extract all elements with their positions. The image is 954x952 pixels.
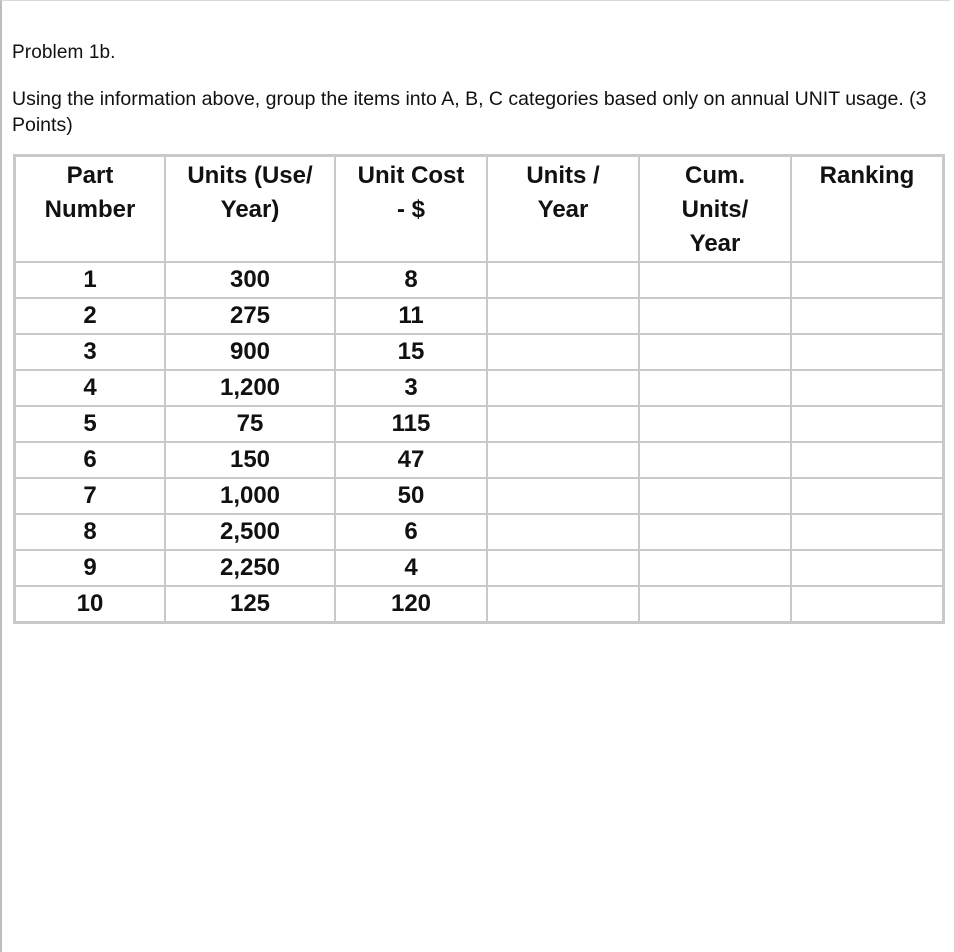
table-body (16, 263, 942, 621)
cum-units-year-cell[interactable] (640, 515, 790, 549)
unit-cost-cell: 50 (336, 479, 486, 513)
header-text: Part (66, 162, 114, 189)
units-per-year-cell[interactable] (488, 443, 638, 477)
units-use-year-cell: 900 (166, 335, 334, 369)
abc-table (13, 154, 945, 624)
header-text: Year (689, 230, 741, 257)
header-text: Year) (220, 196, 280, 223)
ranking-cell[interactable] (792, 371, 942, 405)
units-use-year-cell: 125 (166, 587, 334, 621)
part-number-cell: 2 (16, 299, 164, 333)
header-cum-units-year (640, 157, 790, 261)
units-use-year-cell: 75 (166, 407, 334, 441)
part-number-cell: 8 (16, 515, 164, 549)
cum-units-year-cell[interactable] (640, 407, 790, 441)
header-ranking (792, 157, 942, 261)
unit-cost-cell: 6 (336, 515, 486, 549)
units-use-year-cell: 1,200 (166, 371, 334, 405)
ranking-cell[interactable] (792, 587, 942, 621)
header-text: Units / (526, 162, 600, 189)
unit-cost-cell: 47 (336, 443, 486, 477)
part-number-cell: 4 (16, 371, 164, 405)
cum-units-year-cell[interactable] (640, 551, 790, 585)
header-unit-cost (336, 157, 486, 261)
unit-cost-cell: 120 (336, 587, 486, 621)
header-units-use-year (166, 157, 334, 261)
unit-cost-cell: 11 (336, 299, 486, 333)
ranking-cell[interactable] (792, 299, 942, 333)
unit-cost-cell: 115 (336, 407, 486, 441)
part-number-cell: 5 (16, 407, 164, 441)
header-text: Unit Cost (357, 162, 465, 189)
cum-units-year-cell[interactable] (640, 479, 790, 513)
units-use-year-cell: 2,500 (166, 515, 334, 549)
units-per-year-cell[interactable] (488, 371, 638, 405)
table-row (16, 443, 942, 477)
ranking-cell[interactable] (792, 479, 942, 513)
table-row (16, 335, 942, 369)
units-per-year-cell[interactable] (488, 299, 638, 333)
cum-units-year-cell[interactable] (640, 443, 790, 477)
header-text: Number (44, 196, 136, 223)
units-use-year-cell: 275 (166, 299, 334, 333)
units-per-year-cell[interactable] (488, 515, 638, 549)
header-text: Units (Use/ (187, 162, 313, 189)
header-text: - $ (396, 196, 425, 223)
ranking-cell[interactable] (792, 551, 942, 585)
table-row (16, 371, 942, 405)
table-row (16, 263, 942, 297)
unit-cost-cell: 15 (336, 335, 486, 369)
table-row (16, 299, 942, 333)
part-number-cell: 3 (16, 335, 164, 369)
part-number-cell: 1 (16, 263, 164, 297)
header-text: Units/ (681, 196, 749, 223)
problem-title: Problem 1b. (12, 42, 116, 63)
table-row (16, 515, 942, 549)
cum-units-year-cell[interactable] (640, 299, 790, 333)
part-number-cell: 9 (16, 551, 164, 585)
units-per-year-cell[interactable] (488, 587, 638, 621)
header-part-number (16, 157, 164, 261)
ranking-cell[interactable] (792, 515, 942, 549)
units-per-year-cell[interactable] (488, 407, 638, 441)
table-row (16, 551, 942, 585)
header-text: Year (537, 196, 589, 223)
table-row (16, 407, 942, 441)
units-per-year-cell[interactable] (488, 335, 638, 369)
units-use-year-cell: 1,000 (166, 479, 334, 513)
units-per-year-cell[interactable] (488, 551, 638, 585)
units-per-year-cell[interactable] (488, 479, 638, 513)
units-use-year-cell: 150 (166, 443, 334, 477)
ranking-cell[interactable] (792, 335, 942, 369)
part-number-cell: 7 (16, 479, 164, 513)
table-header-row (16, 157, 942, 261)
table-row (16, 587, 942, 621)
cum-units-year-cell[interactable] (640, 335, 790, 369)
ranking-cell[interactable] (792, 443, 942, 477)
ranking-cell[interactable] (792, 263, 942, 297)
unit-cost-cell: 3 (336, 371, 486, 405)
units-use-year-cell: 300 (166, 263, 334, 297)
header-text: Cum. (685, 162, 745, 189)
problem-instructions: Using the information above, group the items into A, B, C categories based only on annual UNIT usage. (3 Points) (12, 88, 927, 136)
cum-units-year-cell[interactable] (640, 371, 790, 405)
table-row (16, 479, 942, 513)
part-number-cell: 10 (16, 587, 164, 621)
units-per-year-cell[interactable] (488, 263, 638, 297)
header-units-per-year (488, 157, 638, 261)
units-use-year-cell: 2,250 (166, 551, 334, 585)
header-text: Ranking (819, 162, 915, 189)
unit-cost-cell: 4 (336, 551, 486, 585)
cum-units-year-cell[interactable] (640, 587, 790, 621)
unit-cost-cell: 8 (336, 263, 486, 297)
part-number-cell: 6 (16, 443, 164, 477)
cum-units-year-cell[interactable] (640, 263, 790, 297)
ranking-cell[interactable] (792, 407, 942, 441)
